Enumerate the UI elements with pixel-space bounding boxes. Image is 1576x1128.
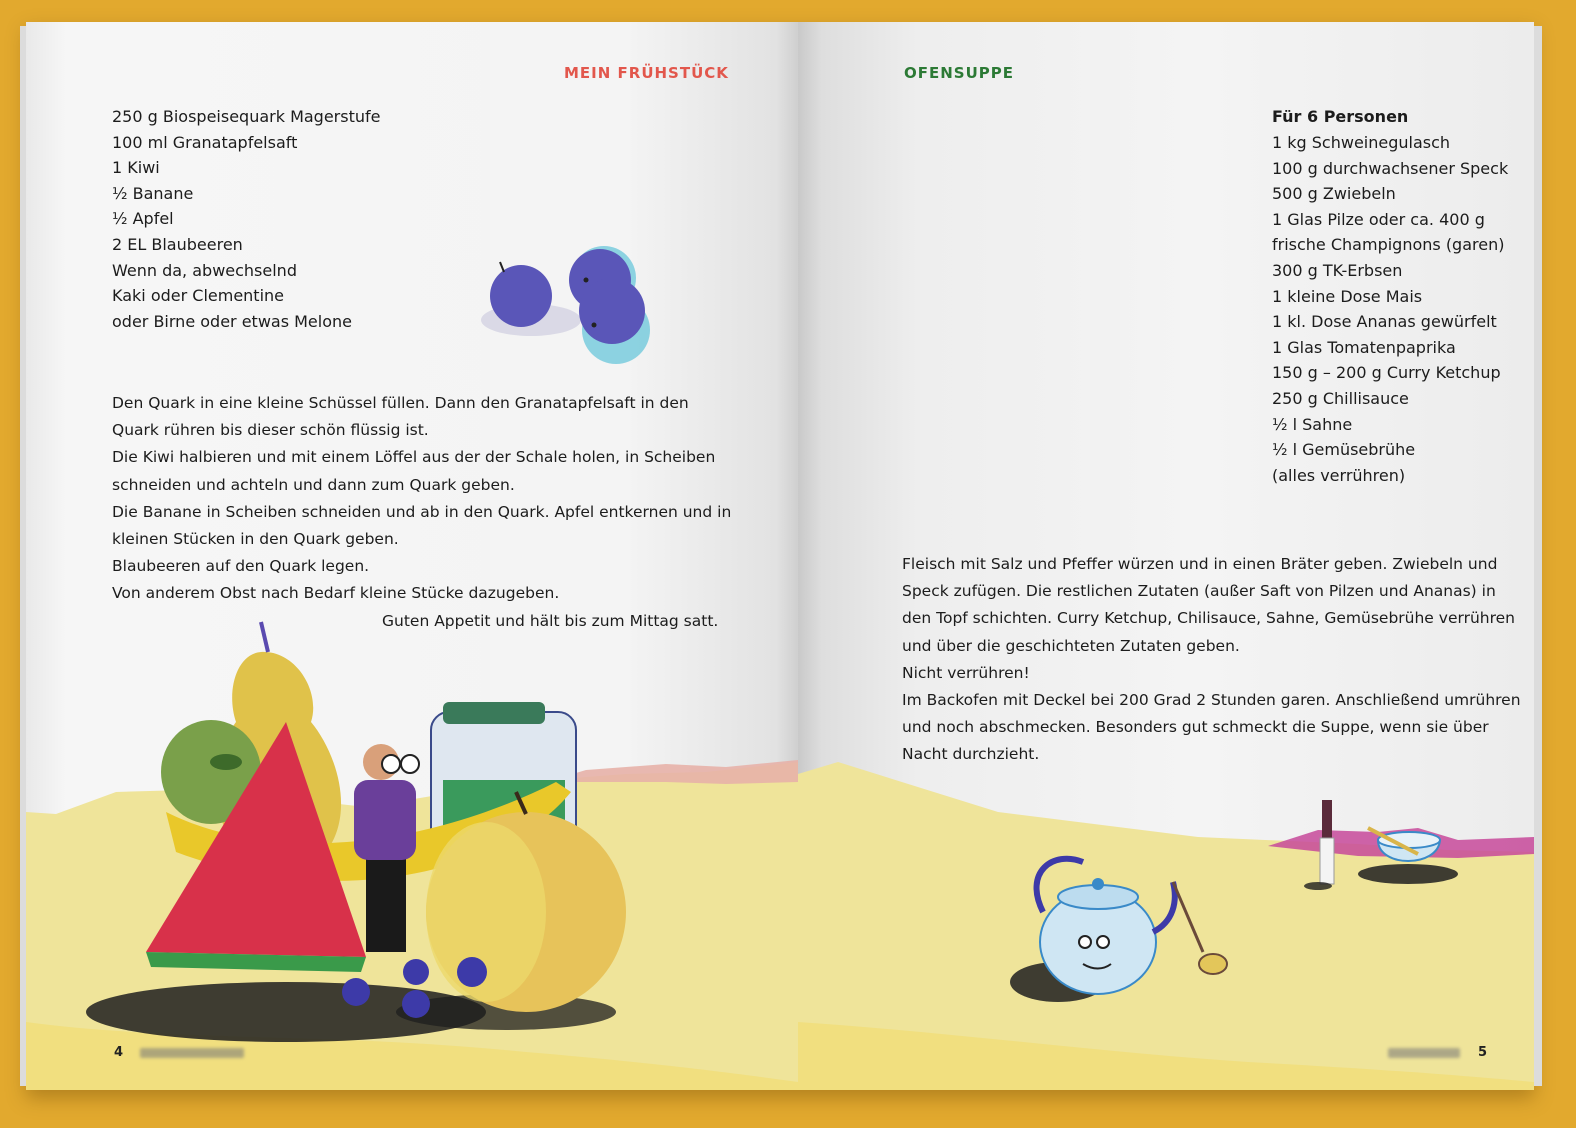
ingredient-list — [112, 104, 380, 334]
ingredient-item: ½ Apfel — [112, 209, 174, 229]
ingredient-item: 1 Glas Pilze oder ca. 400 g — [1272, 209, 1485, 229]
ingredient-item: 1 kleine Dose Mais — [1272, 286, 1423, 306]
right-page-edge — [1533, 26, 1542, 1086]
instruction-line: Im Backofen mit Deckel bei 200 Grad 2 Stunden garen. Anschließend umrühren — [902, 691, 1521, 710]
ingredient-item: oder Birne oder etwas Melone — [112, 311, 352, 331]
instruction-line: Speck zufügen. Die restlichen Zutaten (außer Saft von Pilzen und Ananas) in — [902, 582, 1496, 601]
ingredient-item: ½ l Sahne — [1272, 414, 1353, 434]
instruction-line: Nacht durchzieht. — [902, 745, 1040, 764]
ingredient-item: 250 g Biospeisequark Magerstufe — [112, 107, 381, 126]
ingredient-item: 300 g TK-Erbsen — [1272, 260, 1403, 280]
ingredient-item: 2 EL Blaubeeren — [112, 234, 243, 254]
blueberries-illustration — [476, 240, 676, 360]
ingredient-item: frische Champignons (garen) — [1272, 235, 1505, 255]
knife-illustration — [1308, 798, 1348, 898]
open-book — [26, 22, 1534, 1090]
instructions — [112, 390, 731, 608]
ingredient-item: 500 g Zwiebeln — [1272, 184, 1396, 204]
instruction-line: Nicht verrühren! — [902, 663, 1030, 682]
page-number: 4 — [114, 1045, 124, 1060]
bowl-illustration — [1358, 818, 1468, 888]
ingredient-item: ½ l Gemüsebrühe — [1272, 440, 1416, 460]
instruction-line: den Topf schichten. Curry Ketchup, Chilisauce, Sahne, Gemüsebrühe verrühren — [902, 609, 1515, 628]
ingredient-list — [1272, 130, 1508, 488]
ingredient-item: 150 g – 200 g Curry Ketchup — [1272, 363, 1501, 383]
page-number: 5 — [1478, 1045, 1488, 1060]
ingredient-item: 250 g Chillisauce — [1272, 388, 1409, 408]
ingredient-item: (alles verrühren) — [1272, 465, 1406, 485]
closing-line: Guten Appetit und hält bis zum Mittag satt. — [382, 612, 719, 630]
ingredient-item: 100 ml Granatapfelsaft — [112, 132, 298, 152]
instruction-line: schneiden und achteln und dann zum Quark geben. — [112, 475, 515, 494]
ingredient-item: 1 Glas Tomatenpaprika — [1272, 337, 1456, 357]
ingredient-item: 1 Kiwi — [112, 158, 160, 178]
instructions — [902, 551, 1521, 769]
teapot-illustration — [1003, 832, 1263, 1022]
right-page — [798, 22, 1534, 1090]
instruction-line: Die Banane in Scheiben schneiden und ab in den Quark. Apfel entkernen und in — [112, 502, 732, 521]
ingredient-item: 1 kg Schweinegulasch — [1272, 133, 1451, 152]
instruction-line: Fleisch mit Salz und Pfeffer würzen und in einen Bräter geben. Zwiebeln und — [902, 555, 1498, 573]
instruction-line: Von anderem Obst nach Bedarf kleine Stücke dazugeben. — [112, 584, 560, 603]
page-heading: OFENSUPPE — [904, 64, 1015, 82]
footer-running-title — [1388, 1048, 1460, 1058]
instruction-line: Den Quark in eine kleine Schüssel füllen. Dann den Granatapfelsaft in den — [112, 394, 689, 412]
servings-label: Für 6 Personen — [1272, 107, 1409, 126]
ingredient-item: Kaki oder Clementine — [112, 286, 284, 306]
instruction-line: und über die geschichteten Zutaten geben. — [902, 636, 1240, 655]
ingredient-item: Wenn da, abwechselnd — [112, 260, 297, 280]
ingredient-item: 1 kl. Dose Ananas gewürfelt — [1272, 312, 1497, 332]
instruction-line: Die Kiwi halbieren und mit einem Löffel aus der der Schale holen, in Scheiben — [112, 448, 716, 467]
page-heading: MEIN FRÜHSTÜCK — [564, 64, 729, 82]
ingredient-item: 100 g durchwachsener Speck — [1272, 158, 1509, 178]
left-page — [26, 22, 799, 1090]
instruction-line: Quark rühren bis dieser schön flüssig ist. — [112, 421, 429, 440]
instruction-line: Blaubeeren auf den Quark legen. — [112, 557, 370, 576]
instruction-line: und noch abschmecken. Besonders gut schmeckt die Suppe, wenn sie über — [902, 718, 1489, 737]
ingredient-item: ½ Banane — [112, 183, 194, 203]
instruction-line: kleinen Stücken in den Quark geben. — [112, 530, 399, 549]
fruit-still-life-illustration — [86, 612, 646, 1072]
footer-running-title — [140, 1048, 244, 1058]
